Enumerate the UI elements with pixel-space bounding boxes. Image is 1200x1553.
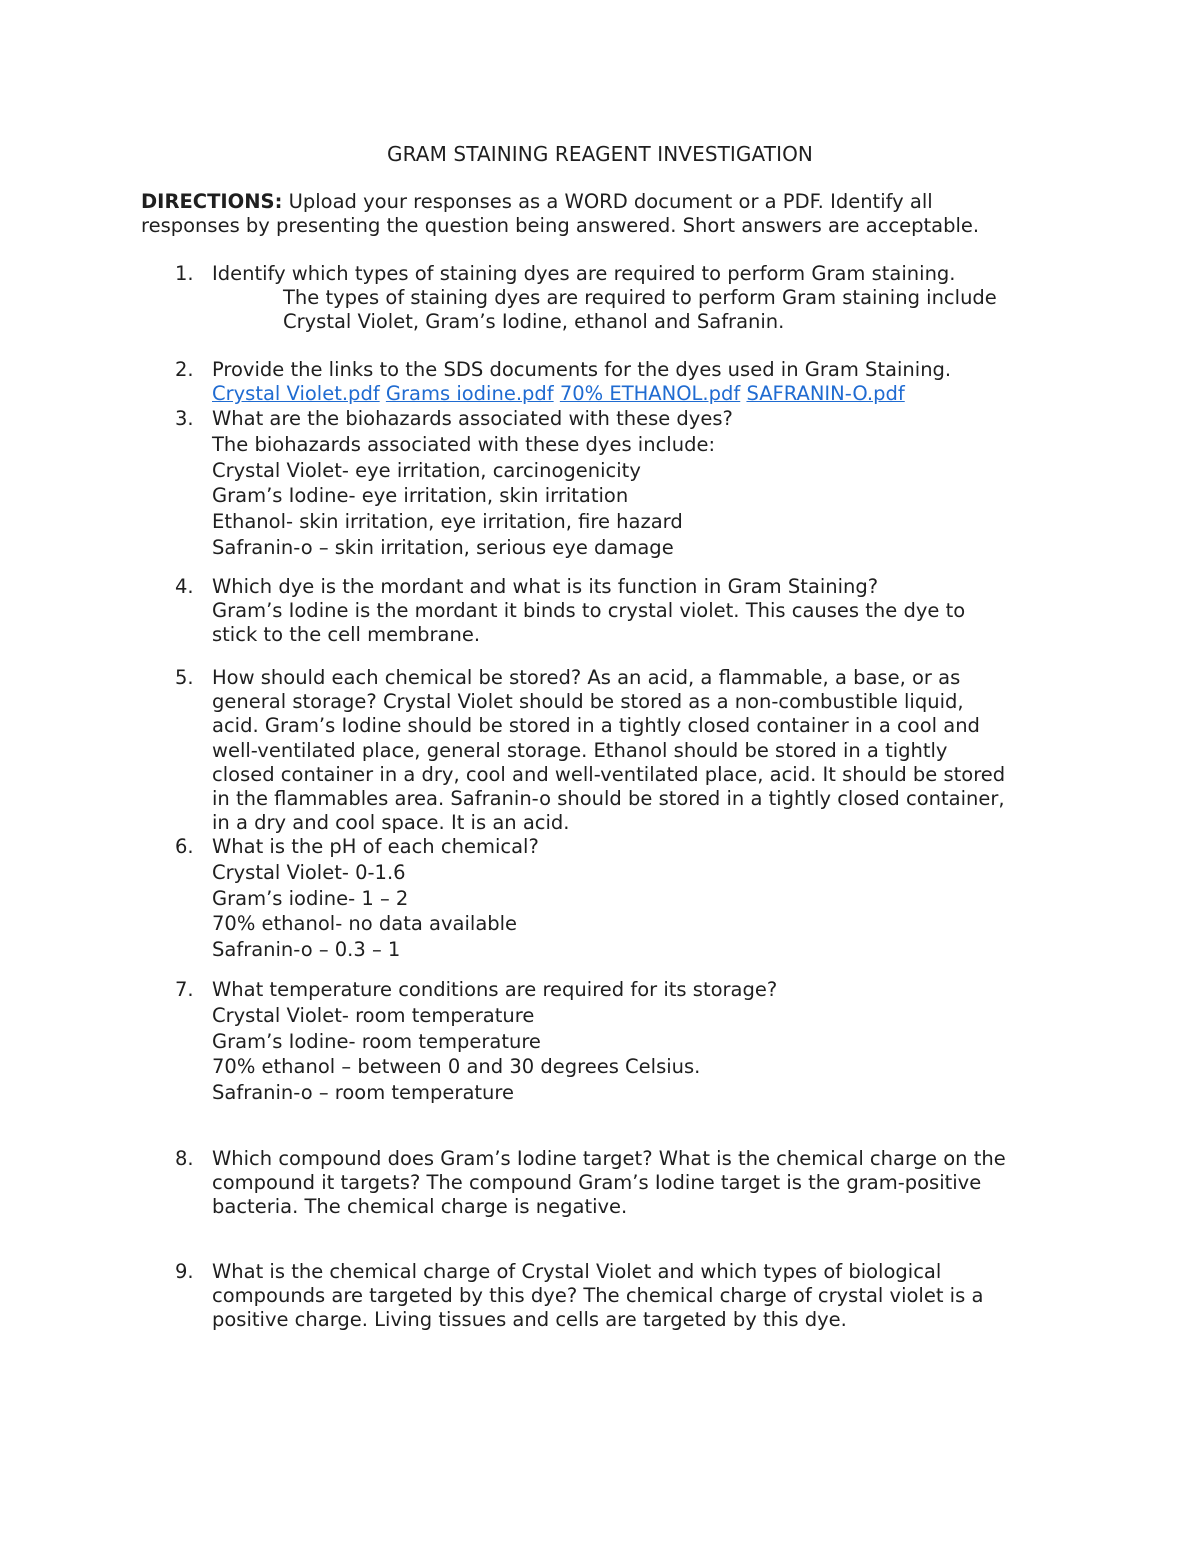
answer-line: Crystal Violet, Gram’s Iodine, ethanol and Safranin. [283, 310, 785, 334]
question-3 [175, 406, 1055, 561]
question-text: Provide the links to the SDS documents for the dyes used in Gram Staining. [212, 358, 952, 381]
question-text: Identify which types of staining dyes are required to perform Gram staining. [212, 262, 956, 285]
question-7 [175, 977, 1055, 1106]
question-text: Which dye is the mordant and what is its function in Gram Staining? [212, 575, 879, 598]
answer-line: Crystal Violet- eye irritation, carcinogenicity [212, 458, 641, 482]
question-text: How should each chemical be stored? As an acid, a flammable, a base, or as [212, 666, 961, 689]
answer-line: 70% ethanol- no data available [212, 912, 518, 936]
answer-line: Safranin-o – room temperature [212, 1081, 514, 1105]
question-9 [175, 1260, 1055, 1333]
question-1 [175, 262, 1055, 335]
answer-line: 70% ethanol – between 0 and 30 degrees Celsius. [212, 1055, 701, 1079]
question-text: What is the chemical charge of Crystal Violet and which types of biological [212, 1260, 942, 1283]
answer-line: Ethanol- skin irritation, eye irritation, fire hazard [212, 510, 683, 534]
question-text: What are the biohazards associated with these dyes? [212, 407, 733, 430]
answer-line: bacteria. The chemical charge is negative. [212, 1195, 628, 1219]
answer-line: in the flammables area. Safranin-o should be stored in a tightly closed container, [212, 787, 1005, 811]
answer-line: acid. Gram’s Iodine should be stored in a tightly closed container in a cool and [212, 714, 980, 738]
answer-line: Gram’s Iodine is the mordant it binds to crystal violet. This causes the dye to [212, 599, 966, 623]
answer-line: Gram’s Iodine- room temperature [212, 1029, 541, 1053]
answer-line: Crystal Violet- room temperature [212, 1003, 535, 1027]
question-number: 4. [175, 575, 194, 598]
question-number: 5. [175, 666, 194, 689]
answer-line: Safranin-o – 0.3 – 1 [212, 938, 401, 962]
question-text: Which compound does Gram’s Iodine target? What is the chemical charge on the [212, 1147, 1006, 1170]
answer-line: Gram’s Iodine- eye irritation, skin irritation [212, 484, 629, 508]
question-5 [175, 666, 1055, 835]
answer-line: compounds are targeted by this dye? The chemical charge of crystal violet is a [212, 1284, 984, 1308]
answer-line: Safranin-o – skin irritation, serious eye damage [212, 535, 674, 559]
question-8 [175, 1147, 1055, 1220]
answer-line: The biohazards associated with these dyes include: [212, 432, 716, 456]
answer-line: well-ventilated place, general storage. Ethanol should be stored in a tightly [212, 738, 948, 762]
sds-link-grams-iodine[interactable]: Grams iodine.pdf [385, 382, 554, 406]
document-title: GRAM STAINING REAGENT INVESTIGATION [387, 142, 813, 166]
question-text: What is the pH of each chemical? [212, 835, 539, 858]
directions-text-line2: responses by presenting the question being answered. Short answers are acceptable. [141, 214, 980, 237]
sds-links [212, 382, 1055, 406]
sds-link-crystal-violet[interactable]: Crystal Violet.pdf [212, 382, 380, 406]
answer-line: Gram’s iodine- 1 – 2 [212, 886, 409, 910]
question-number: 9. [175, 1260, 194, 1283]
question-6 [175, 834, 1055, 963]
question-number: 7. [175, 978, 194, 1001]
answer-line: stick to the cell membrane. [212, 623, 481, 647]
answer-line: The types of staining dyes are required to perform Gram staining include [283, 286, 997, 310]
question-4 [175, 575, 1055, 648]
answer-line: Crystal Violet- 0-1.6 [212, 860, 406, 884]
sds-link-safranin[interactable]: SAFRANIN-O.pdf [746, 382, 905, 406]
directions-label: DIRECTIONS: [141, 190, 283, 213]
question-2 [175, 358, 1055, 406]
answer-line: in a dry and cool space. It is an acid. [212, 811, 570, 835]
sds-link-ethanol[interactable]: 70% ETHANOL.pdf [559, 382, 741, 406]
answer-line: positive charge. Living tissues and cells are targeted by this dye. [212, 1308, 847, 1332]
answer-line: general storage? Crystal Violet should be stored as a non-combustible liquid, [212, 690, 964, 714]
question-number: 1. [175, 262, 194, 285]
answer-line: compound it targets? The compound Gram’s Iodine target is the gram-positive [212, 1171, 982, 1195]
question-number: 6. [175, 835, 194, 858]
directions-text-line1: Upload your responses as a WORD document or a PDF. Identify all [282, 190, 933, 213]
directions-paragraph [141, 190, 1061, 238]
answer-line: closed container in a dry, cool and well-ventilated place, acid. It should be stored [212, 762, 1006, 786]
question-text: What temperature conditions are required for its storage? [212, 978, 778, 1001]
question-number: 2. [175, 358, 194, 381]
question-number: 8. [175, 1147, 194, 1170]
question-number: 3. [175, 407, 194, 430]
